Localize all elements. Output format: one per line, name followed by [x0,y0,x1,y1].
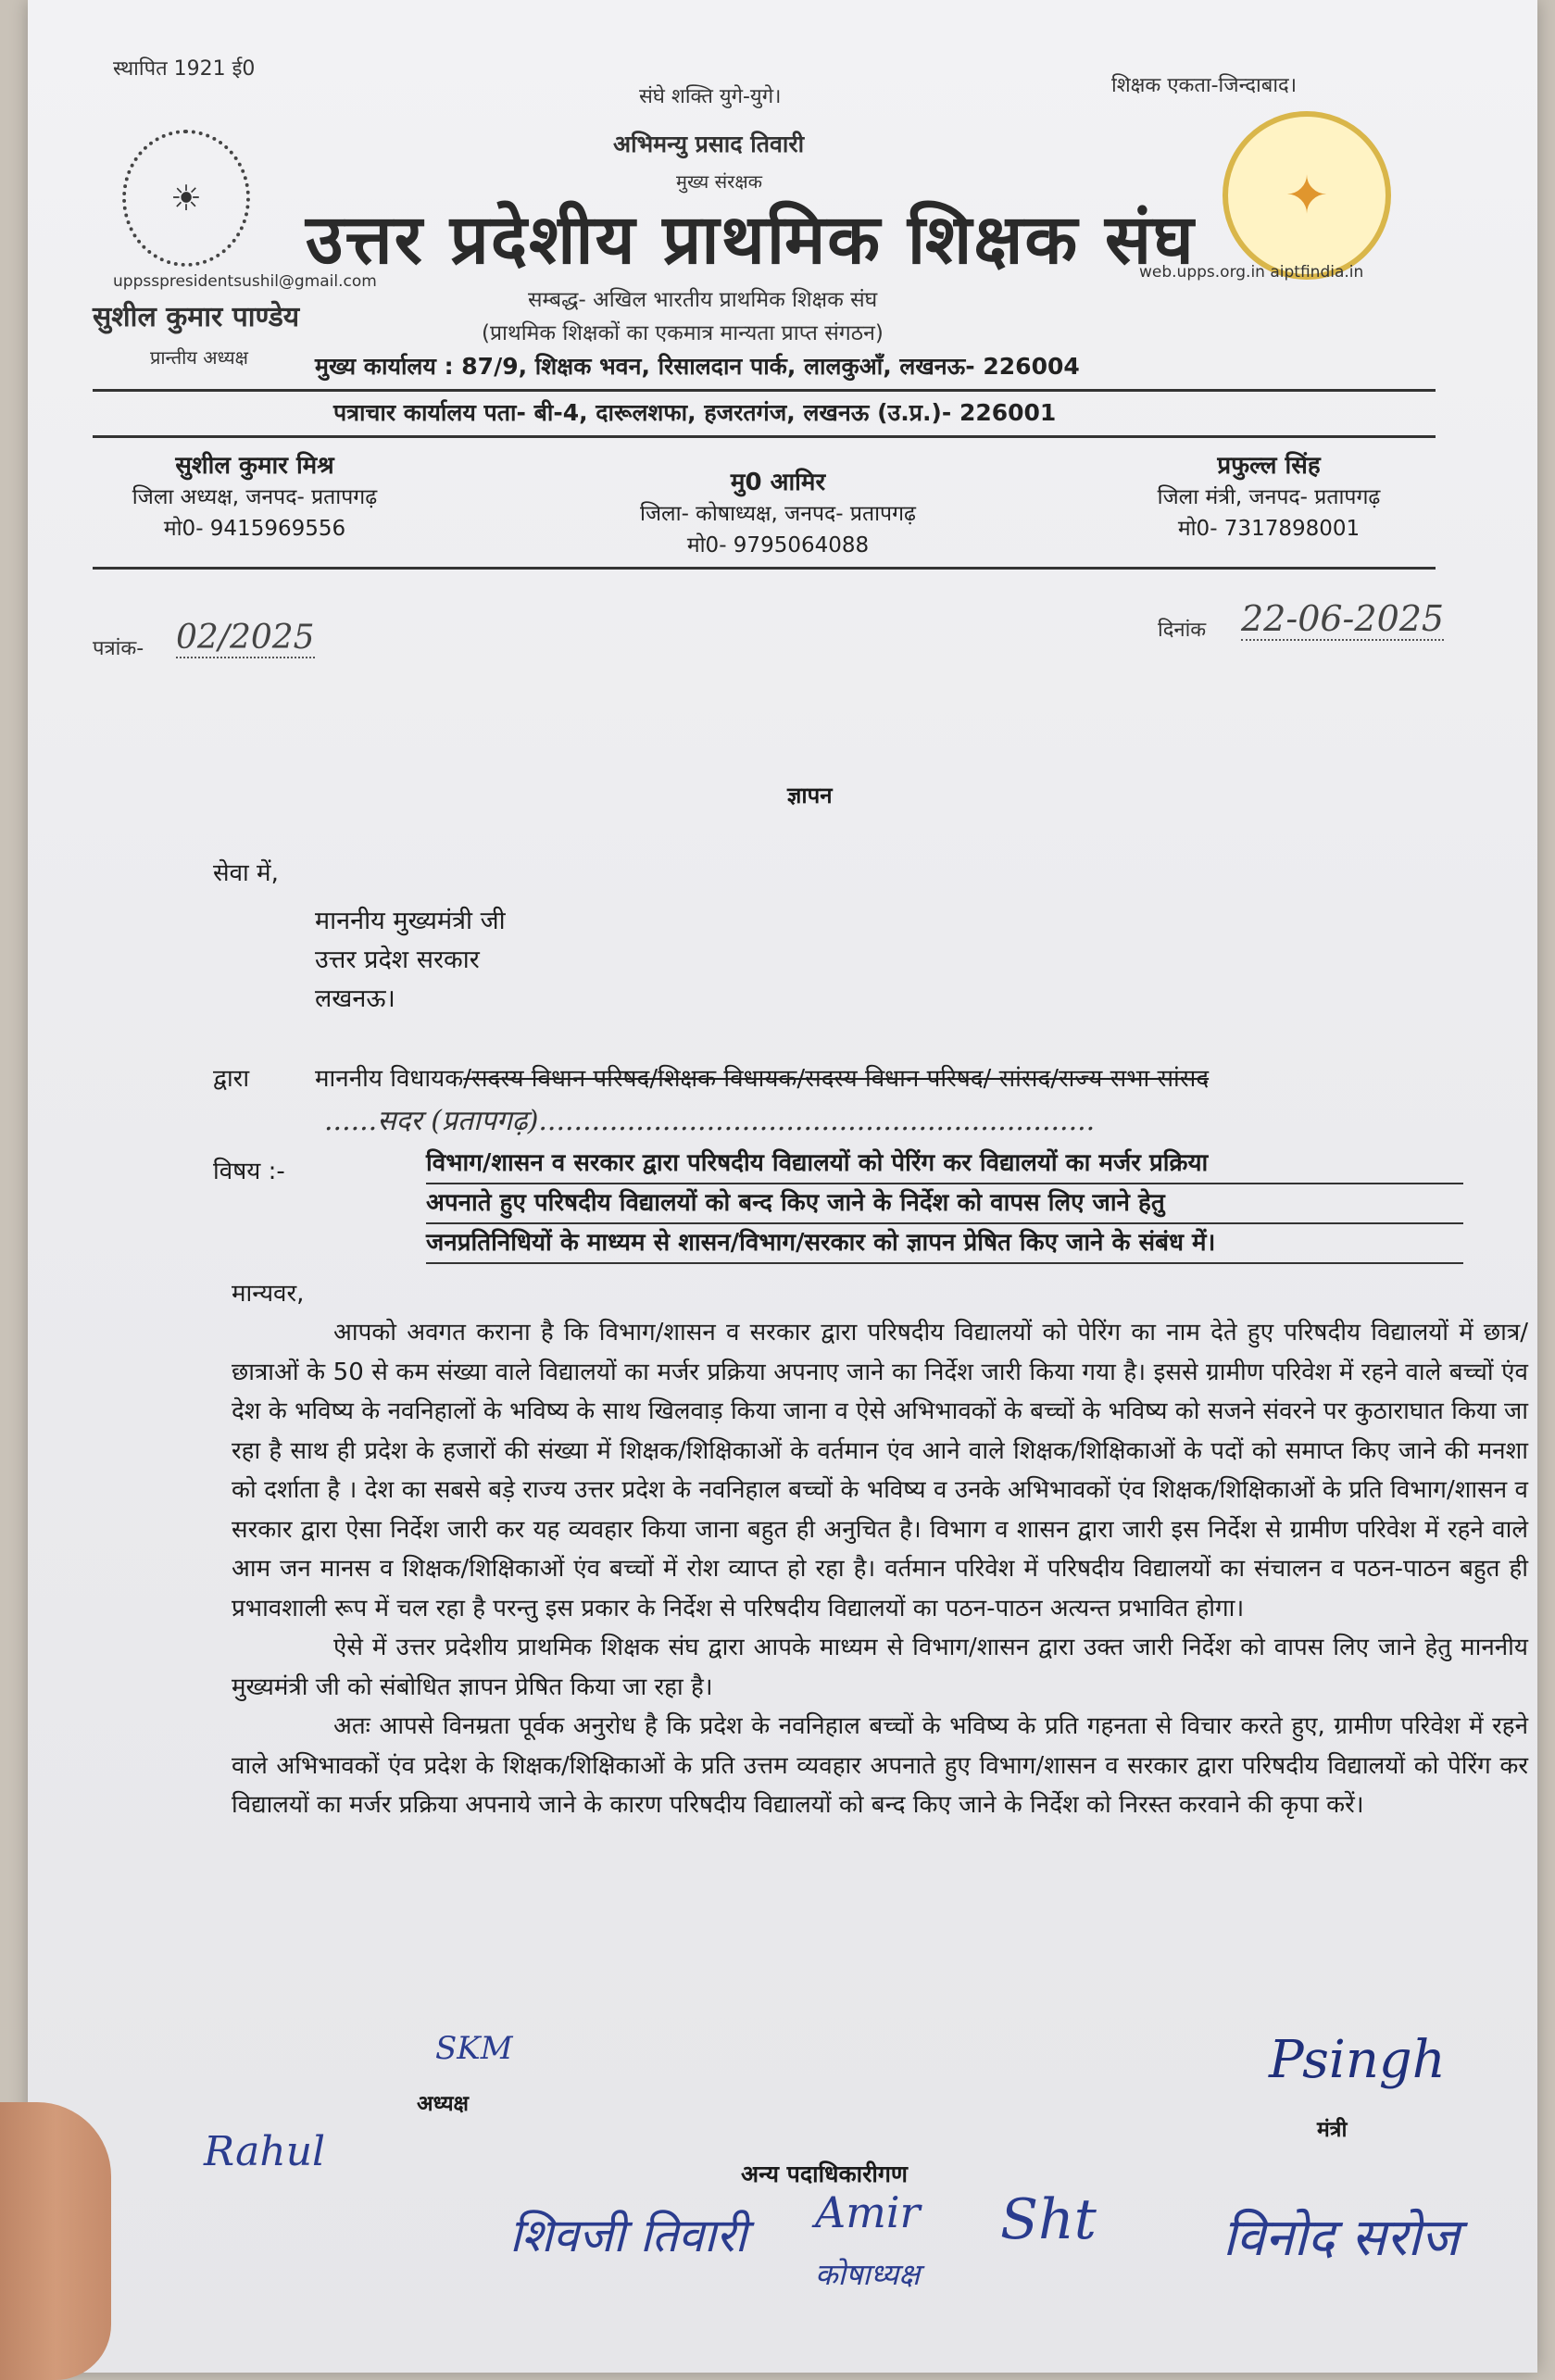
subject-block [426,1145,1463,1264]
president-title: प्रान्तीय अध्यक्ष [150,346,248,369]
via-handwritten: ......सदर (प्रतापगढ़)............................................................... [324,1105,1096,1137]
officer-president [93,450,417,545]
salutation-to: सेवा में, [213,859,279,887]
official-signature: विनोद सरोज [1223,2208,1460,2268]
recognition-text: (प्राथमिक शिक्षकों का एकमात्र मान्यता प्राप्त संगठन) [482,321,884,345]
subject-line: जनप्रतिनिधियों के माध्यम से शासन/विभाग/सरकार को ज्ञापन प्रेषित किए जाने के संबंध में। [426,1224,1463,1264]
officer-phone: मो0- 9415969556 [163,517,346,541]
president-name: सुशील कुमार पाण्डेय [93,301,300,333]
other-officials-label: अन्य पदाधिकारीगण [741,2161,909,2187]
officer-name: प्रफुल्ल सिंह [1217,452,1321,480]
memorandum-heading: ज्ञापन [787,783,833,808]
motto: संघे शक्ति युगे-युगे। [639,85,782,108]
secretary-label: मंत्री [1317,2118,1348,2142]
body-paragraph: अतः आपसे विनम्रता पूर्वक अनुरोध है कि प्रदेश के नवनिहाल बच्चों के भविष्य के प्रति गहनता से विचार करते हुए, ग्रामीण परिवेश में रहने वाले अभिभावकों एंव प्रदेश के शिक्षक/शिक्षिकाओं के प्रति उत्तम व्यवहार अपनाते हुए विभाग/शासन व सरकार द्वारा परिषदीय विद्यालयों को पेरिंग कर विद्यालयों का मर्जर प्रक्रिया अपनाये जाने के कारण परिषदीय विद्यालयों को बन्द किए जाने के निर्देश को निरस्त करवाने की कृपा करें। [232,1712,1528,1819]
india-map-seal-icon: ✦ [1223,111,1391,280]
officer-role: जिला मंत्री, जनपद- प्रतापगढ़ [1157,485,1381,509]
secretary-signature: Psingh [1269,2030,1446,2090]
treasurer-label: कोषाध्यक्ष [815,2257,921,2292]
officer-name: सुशील कुमार मिश्र [175,452,334,480]
letter-sheet [28,0,1537,2373]
recipient-line: लखनऊ। [315,984,395,1013]
letter-body [232,1313,1528,1825]
via-text: माननीय विधायक [315,1065,464,1093]
officer-role: जिला अध्यक्ष, जनपद- प्रतापगढ़ [132,485,378,509]
body-paragraph: आपको अवगत कराना है कि विभाग/शासन व सरकार द्वारा परिषदीय विद्यालयों को पेरिंग का नाम देते हुए परिषदीय विद्यालयों में छात्र/छात्राओं के 50 से कम संख्या वाले विद्यालयों का मर्जर प्रक्रिया अपनाए जाने का निर्देश जारी किया गया है। इससे ग्रामीण परिवेश में रहने वाले बच्चों एंव देश के भविष्य के नवनिहालों के भविष्य के साथ खिलवाड़ किया जाना व ऐसे अभिभावकों के बच्चों के भविष्य को सजने संवरने पर कुठाराघात किया जा रहा है साथ ही प्रदेश के हजारों की संख्या में शिक्षक/शिक्षिकाओं के वर्तमान एंव आने वाले शिक्षक/शिक्षिकाओं के पदों को समाप्त किए जाने की मनशा को दर्शाता है । देश का सबसे बड़े राज्य उत्तर प्रदेश के नवनिहाल बच्चों के भविष्य व उनके अभिभावकों एंव शिक्षक/शिक्षिकाओं के प्रति विभाग/शासन व सरकार द्वारा ऐसा निर्देश जारी कर यह व्यवहार किया जाना बहुत ही अनुचित है। विभाग व शासन द्वारा जारी इस निर्देश से ग्रामीण परिवेश में रहने वाले आम जन मानस व शिक्षक/शिक्षिकाओं एंव बच्चों में रोश व्याप्त हो रहा है। वर्तमान परिवेश में परिषदीय विद्यालयों का संचालन व पठन-पाठन बहुत ही प्रभावशाली रूप में चल रहा है परन्तु इस प्रकार के निर्देश से परिषदीय विद्यालयों का पठन-पाठन अत्यन्त प्रभावित होगा। [232,1319,1528,1622]
patron-name: अभिमन्यु प्रसाद तिवारी [613,131,805,157]
greeting: मान्यवर, [232,1280,305,1308]
officer-role: जिला- कोषाध्यक्ष, जनपद- प्रतापगढ़ [640,502,916,526]
ref-value: 02/2025 [176,619,315,657]
recipient-line: उत्तर प्रदेश सरकार [315,946,480,974]
official-signature: Amir [815,2187,921,2237]
recipient-line: माननीय मुख्यमंत्री जी [315,907,506,935]
email-text: uppsspresidentsushil@gmail.com [113,272,377,291]
via-struck-text: /सदस्य विधान परिषद/शिक्षक विधायक/सदस्य विधान परिषद/ सांसद/राज्य सभा सांसद [463,1065,1210,1093]
established-year: स्थापित 1921 ई0 [113,57,256,81]
officer-name: मु0 आमिर [730,469,826,496]
officer-secretary [1093,450,1445,545]
official-signature: शिवजी तिवारी [509,2209,747,2262]
via-line [315,1061,1209,1096]
president-label: अध्यक्ष [417,2092,470,2116]
officer-phone: मो0- 7317898001 [1177,517,1361,541]
recipient-block [315,902,506,1019]
organisation-title: उत्तर प्रदेशीय प्राथमिक शिक्षक संघ [306,200,1196,280]
officer-phone: मो0- 9795064088 [686,533,870,557]
subject-line: विभाग/शासन व सरकार द्वारा परिषदीय विद्यालयों को पेरिंग कर विद्यालयों का मर्जर प्रक्रिया [426,1145,1463,1184]
sun-emblem-icon: ☀ [122,130,250,267]
rahul-signature: Rahul [204,2128,326,2175]
website-text: web.upps.org.in aiptfindia.in [1139,263,1364,282]
president-signature: SKM [435,2030,513,2067]
subject-label: विषय :- [213,1158,285,1185]
official-signature: Sht [1000,2187,1097,2252]
via-label: द्वारा [213,1065,250,1093]
head-office-address: मुख्य कार्यालय : 87/9, शिक्षक भवन, रिसालदान पार्क, लालकुआँ, लखनऊ- 226004 [315,353,1080,380]
correspondence-address: पत्राचार कार्यालय पता- बी-4, दारूलशफा, हजरतगंज, लखनऊ (उ.प्र.)- 226001 [333,399,1057,426]
thumb-overlay [0,2102,111,2380]
subject-line: अपनाते हुए परिषदीय विद्यालयों को बन्द किए जाने के निर्देश को वापस लिए जाने हेतु [426,1184,1463,1224]
date-value: 22-06-2025 [1241,598,1445,639]
body-paragraph: ऐसे में उत्तर प्रदेशीय प्राथमिक शिक्षक संघ द्वारा आपके माध्यम से विभाग/शासन द्वारा उक्त जारी निर्देश को वापस लिए जाने हेतु माननीय मुख्यमंत्री जी को संबोधित ज्ञापन प्रेषित किया जा रहा है। [232,1634,1528,1701]
ref-label: पत्रांक- [93,637,144,660]
officer-treasurer [583,467,972,561]
slogan: शिक्षक एकता-जिन्दाबाद। [1111,74,1298,97]
date-label: दिनांक [1158,619,1207,642]
patron-title: मुख्य संरक्षक [676,170,763,193]
affiliation-text: सम्बद्ध- अखिल भारतीय प्राथमिक शिक्षक संघ [528,288,878,312]
